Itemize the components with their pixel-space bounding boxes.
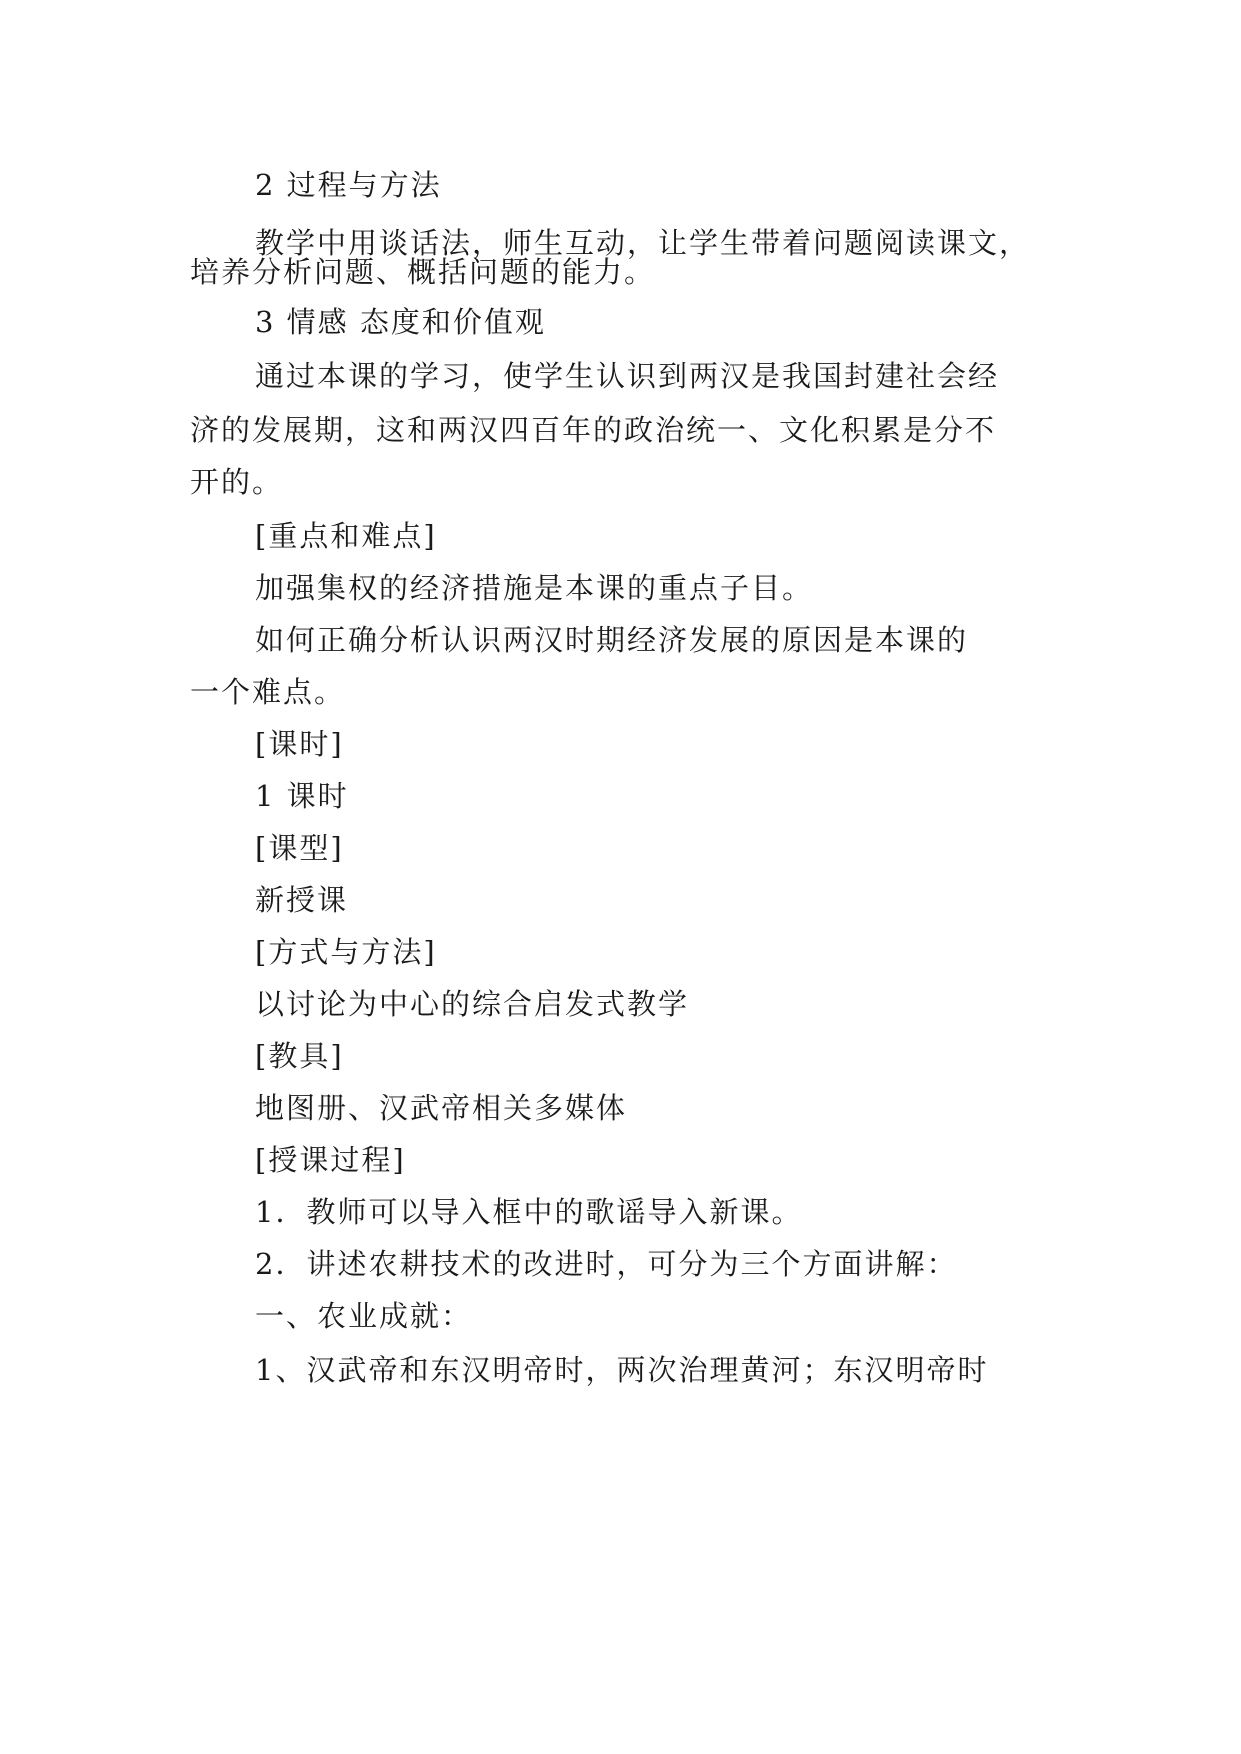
paragraph-line: 如何正确分析认识两汉时期经济发展的原因是本课的 <box>255 623 969 657</box>
section-heading-class-hours: [课时] <box>255 727 344 761</box>
paragraph-line: 培养分析问题、概括问题的能力。 <box>190 255 656 289</box>
subheading-agriculture: 一、农业成就： <box>255 1299 473 1333</box>
section-heading-process-method: 2 过程与方法 <box>255 168 442 202</box>
section-heading-lesson-type: [课型] <box>255 831 344 865</box>
paragraph-line: 1 课时 <box>255 779 349 813</box>
paragraph-line: 以讨论为中心的综合启发式教学 <box>255 987 690 1021</box>
list-item: 2．讲述农耕技术的改进时，可分为三个方面讲解： <box>255 1247 958 1281</box>
paragraph-line: 新授课 <box>255 883 349 917</box>
paragraph-line: 济的发展期，这和两汉四百年的政治统一、文化积累是分不 <box>190 413 997 447</box>
list-item: 1、汉武帝和东汉明帝时，两次治理黄河；东汉明帝时 <box>255 1353 989 1387</box>
paragraph-line: 教学中用谈话法，师生互动，让学生带着问题阅读课文， <box>255 226 1031 260</box>
paragraph-line: 一个难点。 <box>190 675 346 709</box>
paragraph-line: 加强集权的经济措施是本课的重点子目。 <box>255 571 814 605</box>
paragraph-line: 地图册、汉武帝相关多媒体 <box>255 1091 628 1125</box>
paragraph-line: 开的。 <box>190 465 284 499</box>
section-heading-teaching-aids: [教具] <box>255 1039 344 1073</box>
list-item: 1．教师可以导入框中的歌谣导入新课。 <box>255 1195 803 1229</box>
section-heading-teaching-process: [授课过程] <box>255 1143 406 1177</box>
section-heading-emotion-values: 3 情感 态度和价值观 <box>255 305 546 339</box>
section-heading-key-difficult-points: [重点和难点] <box>255 519 437 553</box>
section-heading-methods: [方式与方法] <box>255 935 437 969</box>
paragraph-line: 通过本课的学习，使学生认识到两汉是我国封建社会经 <box>255 359 1000 393</box>
